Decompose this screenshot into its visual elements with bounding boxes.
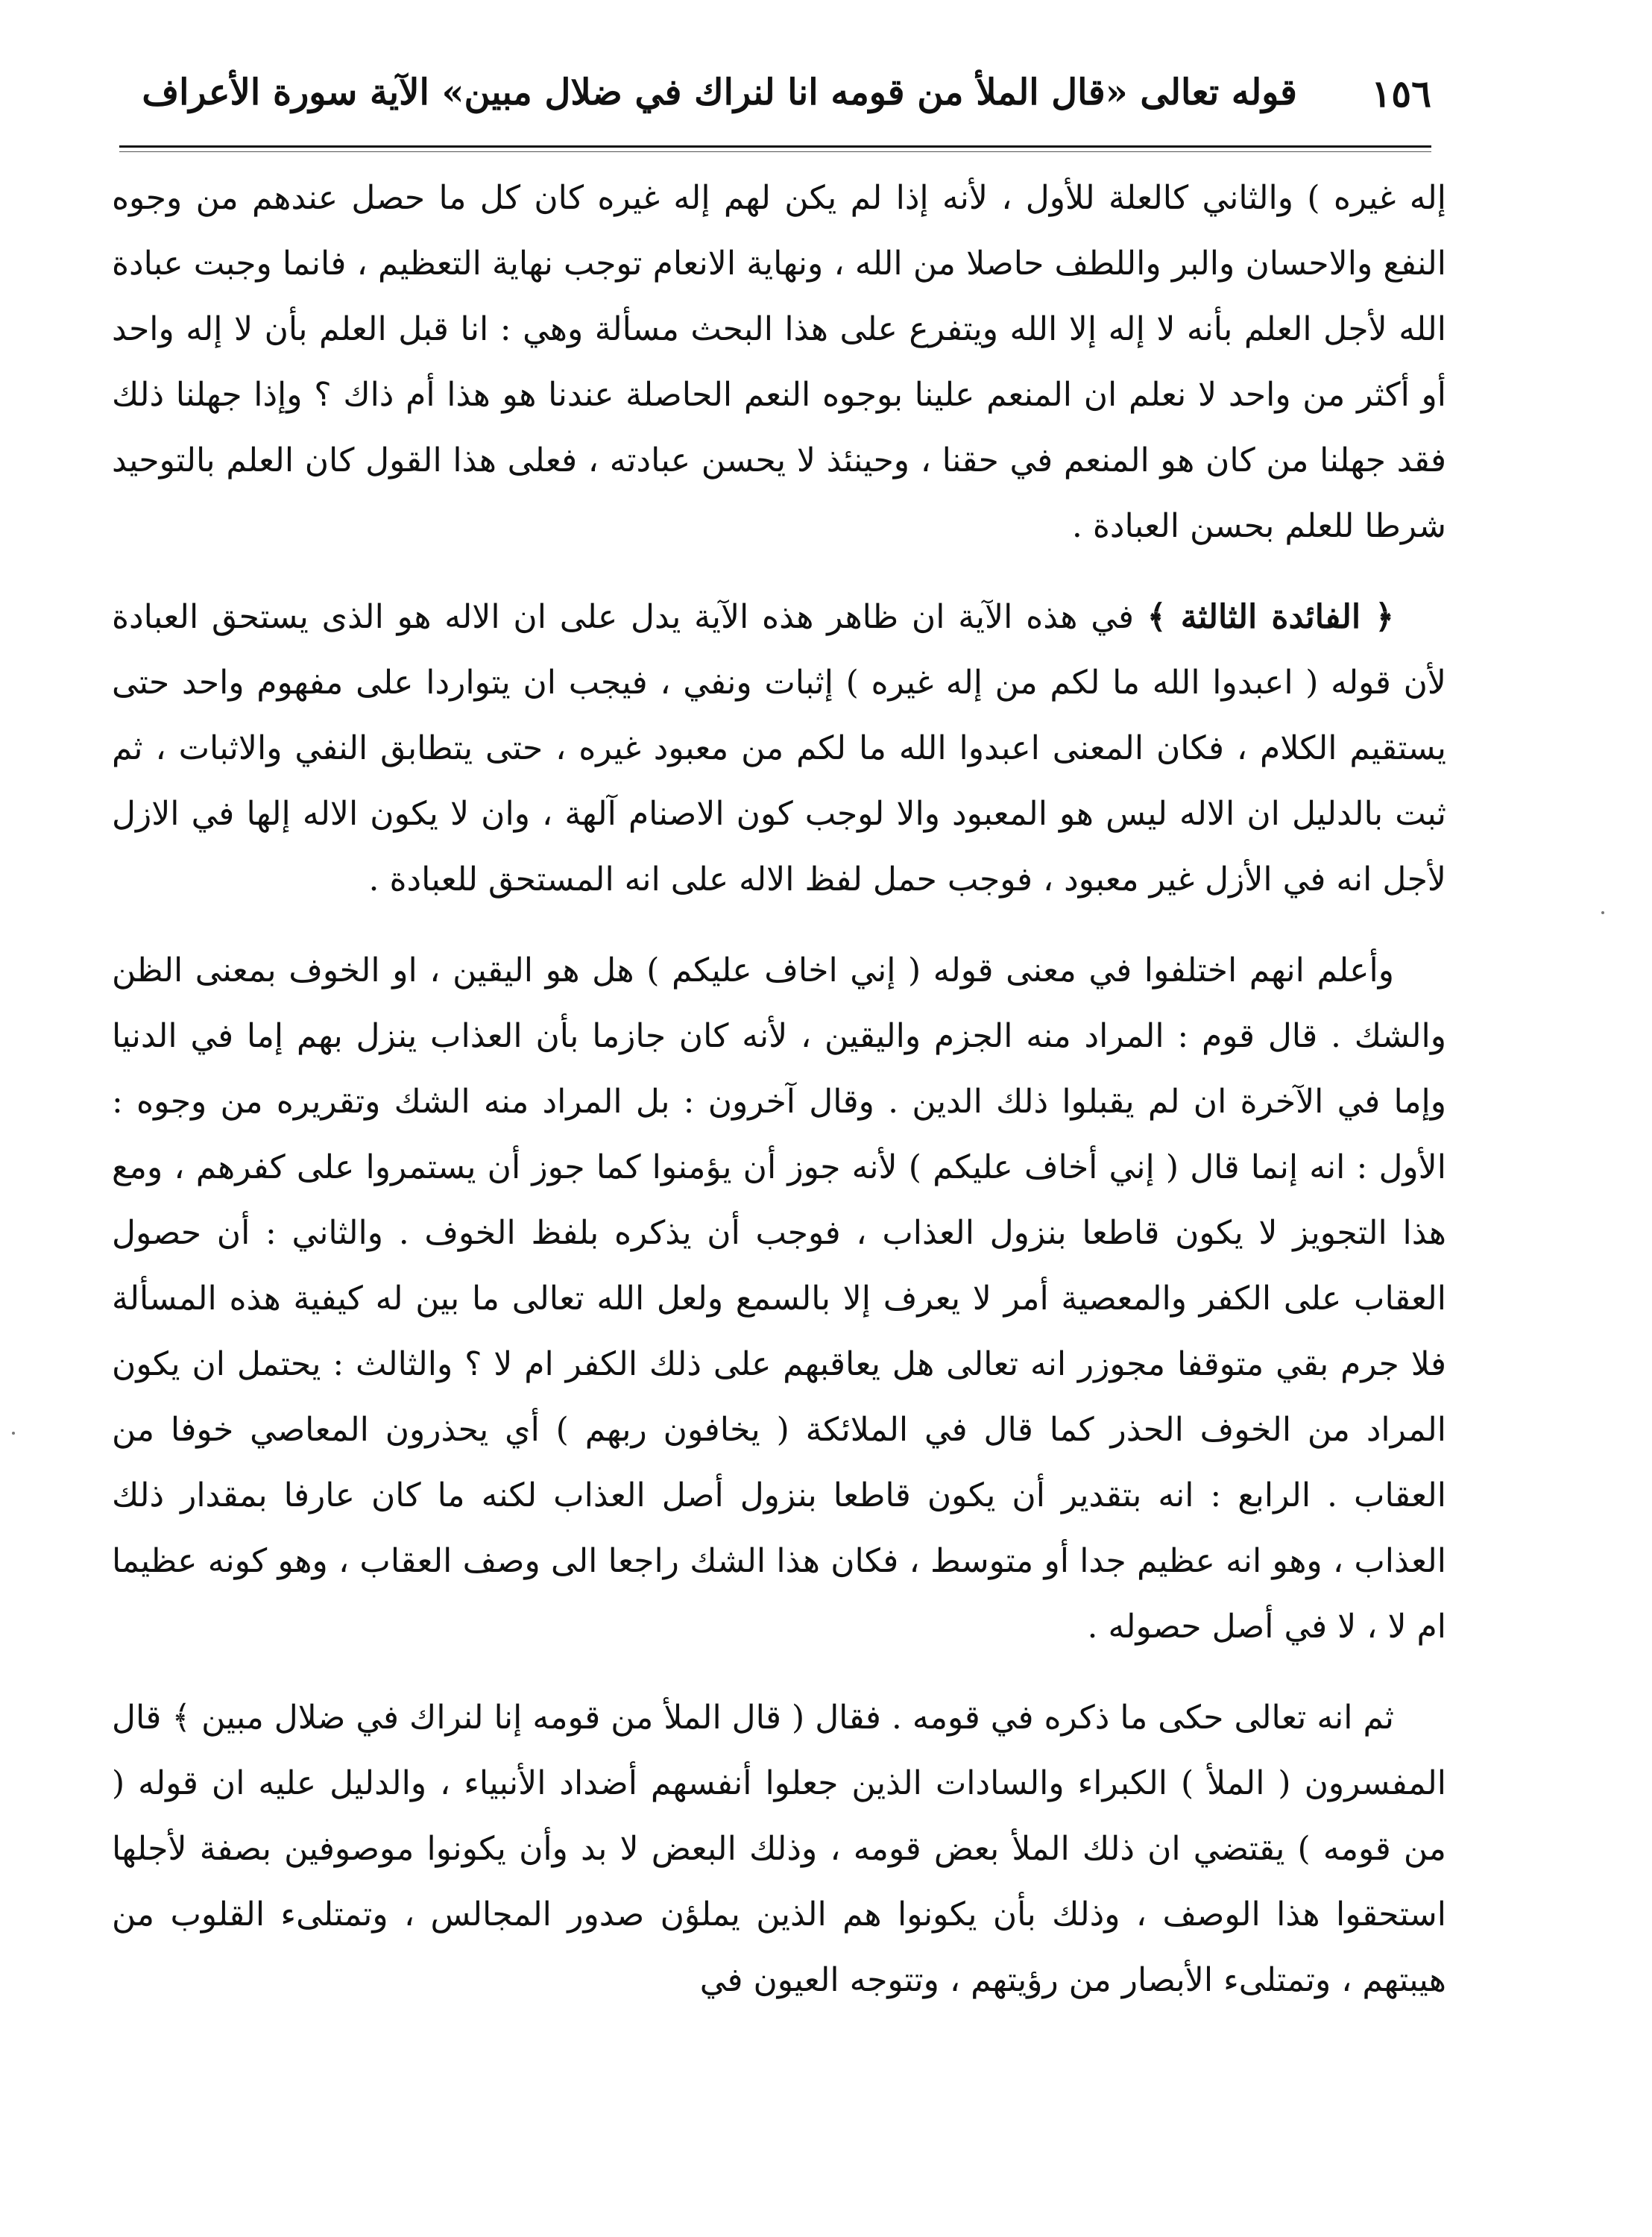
scan-speck: [12, 1432, 15, 1435]
scan-speck: [1601, 911, 1604, 914]
paragraph-2: [112, 585, 1446, 913]
page-header: [112, 60, 1446, 134]
section-heading-third-benefit: ﴿ الفائدة الثالثة ﴾: [1147, 598, 1394, 636]
paragraph-1: [112, 166, 1446, 559]
paragraph-3-text: وأعلم انهم اختلفوا في معنى قوله ( إني اخاف عليكم ) هل هو اليقين ، او الخوف بمعنى الظن والشك . قال قوم : المراد منه الجزم واليقين ، لأنه كان جازما بأن العذاب ينزل بهم إما في الدنيا وإما في الآخرة ان لم يقبلوا ذلك الدين . وقال آخرون : بل المراد منه الشك وتقريره من وجوه : الأول : انه إنما قال ( إني أخاف عليكم ) لأنه جوز أن يؤمنوا كما جوز أن يستمروا على كفرهم ، ومع هذا التجويز لا يكون قاطعا بنزول العذاب ، فوجب أن يذكره بلفظ الخوف . والثاني : أن حصول العقاب على الكفر والمعصية أمر لا يعرف إلا بالسمع ولعل الله تعالى ما بين له كيفية هذه المسألة فلا جرم بقي متوقفا مجوزر انه تعالى هل يعاقبهم على ذلك الكفر ام لا ؟ والثالث : يحتمل ان يكون المراد من الخوف الحذر كما قال في الملائكة ( يخافون ربهم ) أي يحذرون المعاصي خوفا من العقاب . الرابع : انه بتقدير أن يكون قاطعا بنزول أصل العذاب لكنه ما كان عارفا بمقدار ذلك العذاب ، وهو انه عظيم جدا أو متوسط ، فكان هذا الشك راجعا الى وصف العقاب ، وهو كونه عظيما ام لا ، لا في أصل حصوله .: [112, 951, 1446, 1646]
paragraph-4: [112, 1685, 1446, 2013]
paragraph-2-text: في هذه الآية ان ظاهر هذه الآية يدل على ان الاله هو الذى يستحق العبادة لأن قوله ( اعبدوا الله ما لكم من إله غيره ) إثبات ونفي ، فيجب ان يتواردا على مفهوم واحد حتى يستقيم الكلام ، فكان المعنى اعبدوا الله ما لكم من معبود غيره ، حتى يتطابق النفي والاثبات ، ثم ثبت بالدليل ان الاله ليس هو المعبود والا لوجب كون الاصنام آلهة ، وان لا يكون الاله إلها في الازل لأجل انه في الأزل غير معبود ، فوجب حمل لفظ الاله على انه المستحق للعبادة .: [112, 598, 1446, 899]
running-title: قوله تعالى «قال الملأ من قومه انا لنراك في ضلال مبين» الآية سورة الأعراف: [142, 72, 1297, 113]
header-rule: [119, 145, 1431, 148]
body-text: [112, 166, 1446, 2039]
header-rule-thin: [119, 151, 1431, 152]
paragraph-3: [112, 938, 1446, 1660]
page-number: ١٥٦: [1371, 72, 1431, 116]
paragraph-1-text: إله غيره ) والثاني كالعلة للأول ، لأنه إذا لم يكن لهم إله غيره كان كل ما حصل عندهم من وجوه النفع والاحسان والبر واللطف حاصلا من الله ، ونهاية الانعام توجب نهاية التعظيم ، فانما وجبت عبادة الله لأجل العلم بأنه لا إله إلا الله ويتفرع على هذا البحث مسألة وهي : انا قبل العلم بأن لا إله واحد أو أكثر من واحد لا نعلم ان المنعم علينا بوجوه النعم الحاصلة عندنا هو هذا أم ذاك ؟ وإذا جهلنا ذلك فقد جهلنا من كان هو المنعم في حقنا ، وحينئذ لا يحسن عبادته ، فعلى هذا القول كان العلم بالتوحيد شرطا للعلم بحسن العبادة .: [112, 179, 1447, 545]
paragraph-4-text: ثم انه تعالى حكى ما ذكره في قومه . فقال ( قال الملأ من قومه إنا لنراك في ضلال مبين ﴾ قال المفسرون ( الملأ ) الكبراء والسادات الذين جعلوا أنفسهم أضداد الأنبياء ، والدليل عليه ان قوله ( من قومه ) يقتضي ان ذلك الملأ بعض قومه ، وذلك البعض لا بد وأن يكونوا موصوفين بصفة لأجلها استحقوا هذا الوصف ، وذلك بأن يكونوا هم الذين يملؤن صدور المجالس ، وتمتلىء القلوب من هيبتهم ، وتمتلىء الأبصار من رؤيتهم ، وتتوجه العيون في: [112, 1699, 1446, 1999]
